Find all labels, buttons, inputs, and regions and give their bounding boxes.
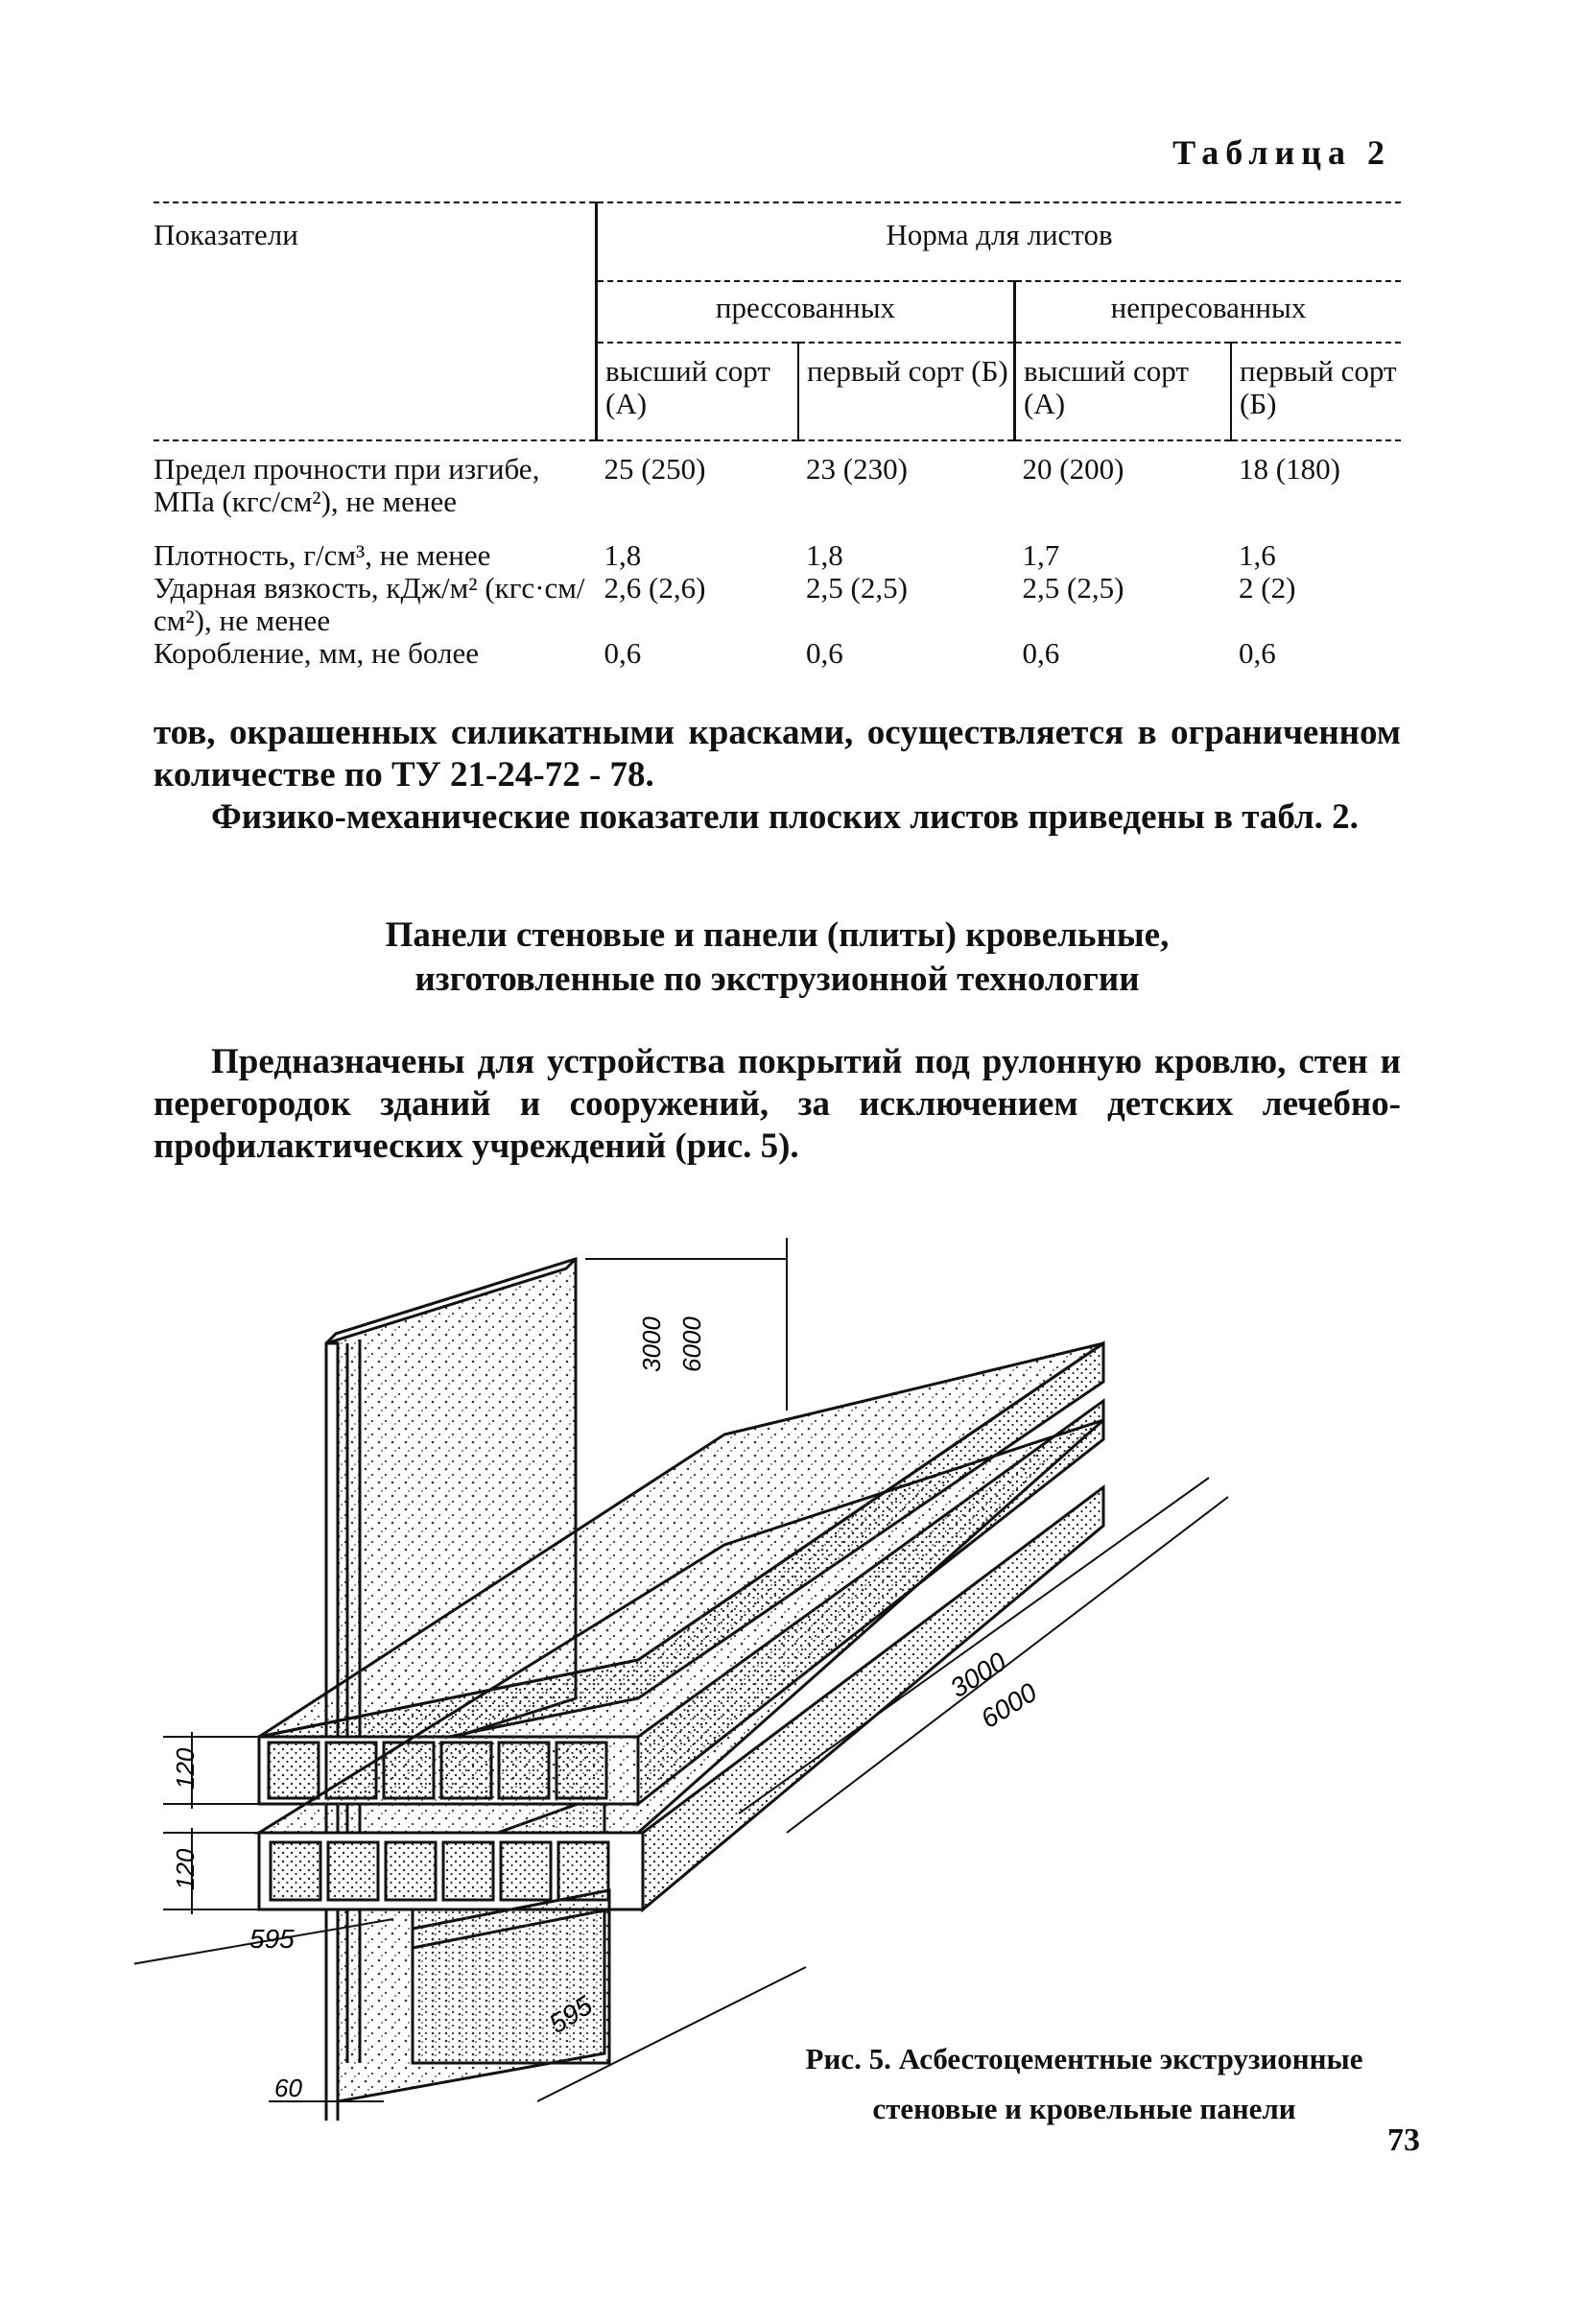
header-grade: первый сорт (Б): [798, 343, 1015, 440]
dim-label: 3000: [944, 1646, 1012, 1704]
dim-label: 120: [171, 1747, 200, 1790]
figure-caption-line: Рис. 5. Асбестоцементные экструзионные: [805, 2042, 1363, 2075]
row-indicator: Плотность, г/см³, не менее: [154, 538, 491, 572]
row-value: 0,6: [1022, 636, 1060, 671]
row-value: 0,6: [806, 636, 843, 671]
section-title-line: изготовленные по экструзионной технологии: [414, 960, 1140, 999]
dim-label: 595: [249, 1924, 295, 1954]
paragraph: Предназначены для устройства покрытий под рулонную кровлю, стен и перегородок зданий и сооружений, за исключением детских лечебно-профилактических учреждений (рис. 5).: [154, 1042, 1401, 1166]
row-value: 18 (180): [1239, 452, 1340, 486]
table-caption: Таблица 2: [1172, 133, 1391, 172]
row-value: 1,7: [1022, 538, 1060, 572]
table-row: [154, 572, 1401, 637]
paragraph: Физико-механические показатели плоских листов приведены в табл. 2.: [211, 797, 1359, 837]
figure-caption: [739, 2034, 1430, 2134]
panels-drawing: [134, 1238, 1382, 2121]
header-grade: высший сорт (А): [1015, 343, 1232, 440]
row-value: 2,5 (2,5): [806, 571, 908, 605]
row-value: 2,6 (2,6): [604, 571, 706, 605]
row-value: 1,6: [1239, 538, 1276, 572]
row-value: 2,5 (2,5): [1022, 571, 1124, 605]
header-grade: высший сорт (А): [597, 343, 799, 440]
header-indicators: Показатели: [154, 202, 597, 440]
row-value: 25 (250): [604, 452, 706, 486]
header-pressed: прессованных: [597, 281, 1015, 343]
row-indicator: Ударная вязкость, кДж/м² (кгс·см/см²), не менее: [154, 571, 585, 638]
header-grade: первый сорт (Б): [1231, 343, 1401, 440]
figure-caption-line: стеновые и кровельные панели: [872, 2092, 1296, 2125]
row-value: 0,6: [604, 636, 642, 671]
row-indicator: Предел прочности при изгибе, МПа (кгс/см²), не менее: [154, 452, 540, 519]
row-value: 2 (2): [1239, 571, 1296, 605]
page-number: 73: [1387, 2122, 1420, 2158]
row-value: 0,6: [1239, 636, 1276, 671]
table-row: [154, 637, 1401, 672]
row-indicator: Коробление, мм, не более: [154, 636, 479, 671]
dim-label: 6000: [975, 1676, 1043, 1735]
dim-label: 120: [171, 1848, 200, 1890]
table-row: [154, 539, 1401, 572]
section-title: [192, 913, 1362, 1002]
row-value: 1,8: [604, 538, 642, 572]
paragraph: тов, окрашенных силикатными красками, осуществляется в ограниченном количестве по ТУ 21-24-72 - 78.: [154, 713, 1401, 794]
dim-label: 60: [274, 2074, 302, 2102]
header-unpressed: непресованных: [1015, 281, 1402, 343]
row-value: 1,8: [806, 538, 843, 572]
table-row: [154, 440, 1401, 539]
properties-table: [154, 202, 1401, 672]
section-title-line: Панели стеновые и панели (плиты) кровельные,: [385, 915, 1170, 955]
row-value: 23 (230): [806, 452, 908, 486]
dim-label: 3000: [637, 1316, 666, 1372]
dim-label: 595: [543, 1990, 598, 2040]
header-norm: Норма для листов: [597, 202, 1402, 281]
dim-label: 6000: [677, 1316, 706, 1372]
row-value: 20 (200): [1022, 452, 1124, 486]
